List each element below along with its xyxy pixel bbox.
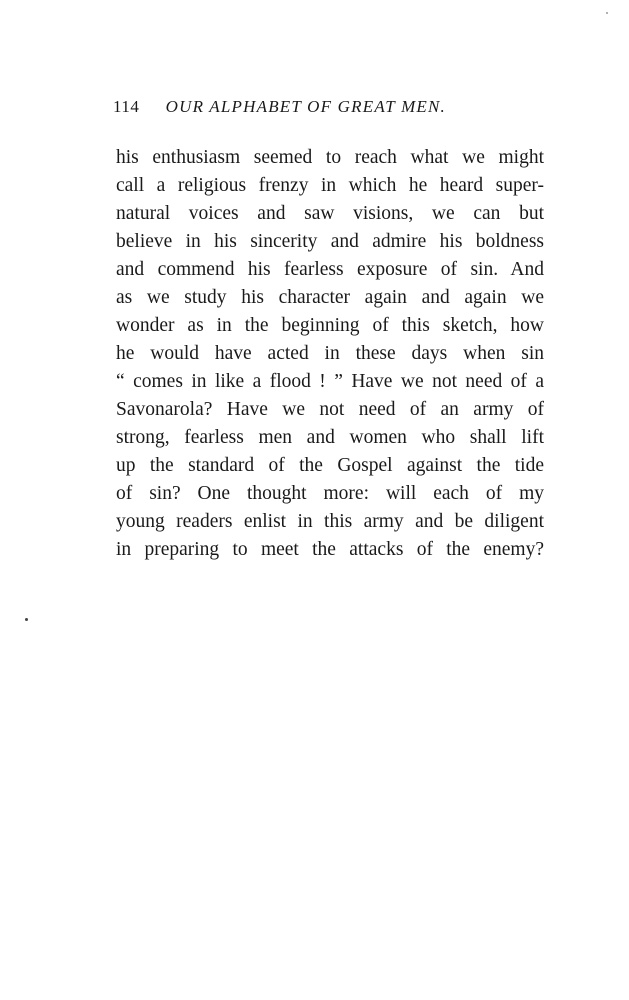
text-line: strong, fearless men and women who shall lift xyxy=(116,427,544,448)
text-line: young readers enlist in this army and be diligent xyxy=(116,511,544,532)
body-text xyxy=(116,144,544,564)
text-line: call a religious frenzy in which he heard super- xyxy=(116,175,544,196)
ink-speck xyxy=(606,12,608,14)
ink-speck xyxy=(25,618,28,621)
text-line: believe in his sincerity and admire his boldness xyxy=(116,231,544,252)
text-line: as we study his character again and again we xyxy=(116,287,544,308)
text-line: wonder as in the beginning of this sketch, how xyxy=(116,315,544,336)
text-line: up the standard of the Gospel against the tide xyxy=(116,455,544,476)
text-line: “ comes in like a flood ! ” Have we not need of a xyxy=(116,371,544,392)
text-line: Savonarola? Have we not need of an army of xyxy=(116,399,544,420)
text-line: of sin? One thought more: will each of my xyxy=(116,483,544,504)
page-number: 114 xyxy=(113,97,140,116)
text-line: and commend his fearless exposure of sin. And xyxy=(116,259,544,280)
text-line: his enthusiasm seemed to reach what we might xyxy=(116,147,544,168)
text-line: natural voices and saw visions, we can but xyxy=(116,203,544,224)
text-line: in preparing to meet the attacks of the enemy? xyxy=(116,539,544,560)
running-header xyxy=(113,95,513,119)
text-line: he would have acted in these days when sin xyxy=(116,343,544,364)
running-title: OUR ALPHABET OF GREAT MEN. xyxy=(165,97,446,116)
